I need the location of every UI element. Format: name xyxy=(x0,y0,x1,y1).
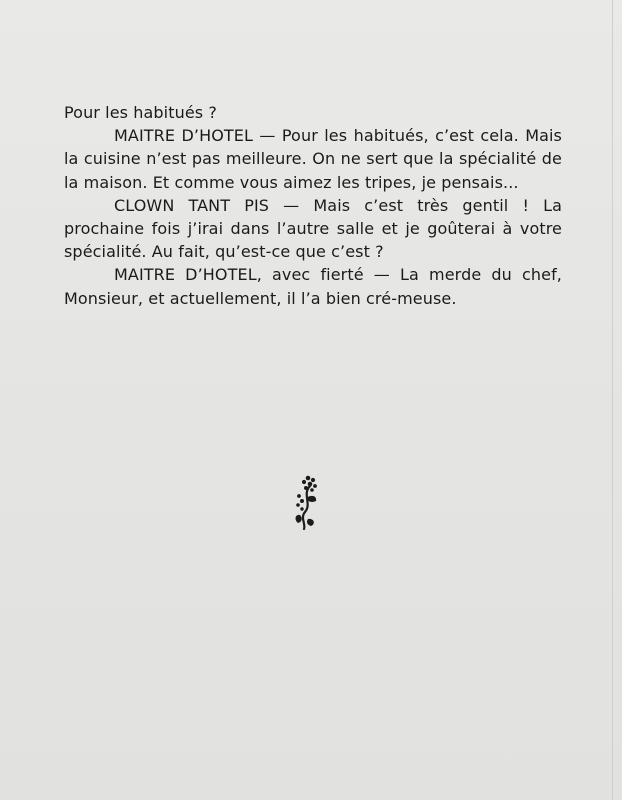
floral-ornament-icon xyxy=(292,474,320,530)
paragraph-maitre-dhotel-1: MAITRE D’HOTEL — Pour les habitués, c’est cela. Mais la cuisine n’est pas meilleure. On ne sert que la spécialité de la maison. Et comme vous aimez les tripes, je pensais... xyxy=(64,126,562,192)
paragraph-question: Pour les habitués ? xyxy=(64,103,218,122)
paragraph-clown-tant-pis: CLOWN TANT PIS — Mais c’est très gentil ! La prochaine fois j’irai dans l’autre salle et je goûterai à votre spécialité. Au fait, qu’est-ce que c’est ? xyxy=(64,195,562,262)
text-block xyxy=(64,101,562,310)
paragraph-maitre-dhotel-2: MAITRE D’HOTEL, avec fierté — La merde du chef, Monsieur, et actuellement, il l’a bien cré-meuse. xyxy=(64,265,562,308)
page-edge xyxy=(612,0,613,800)
